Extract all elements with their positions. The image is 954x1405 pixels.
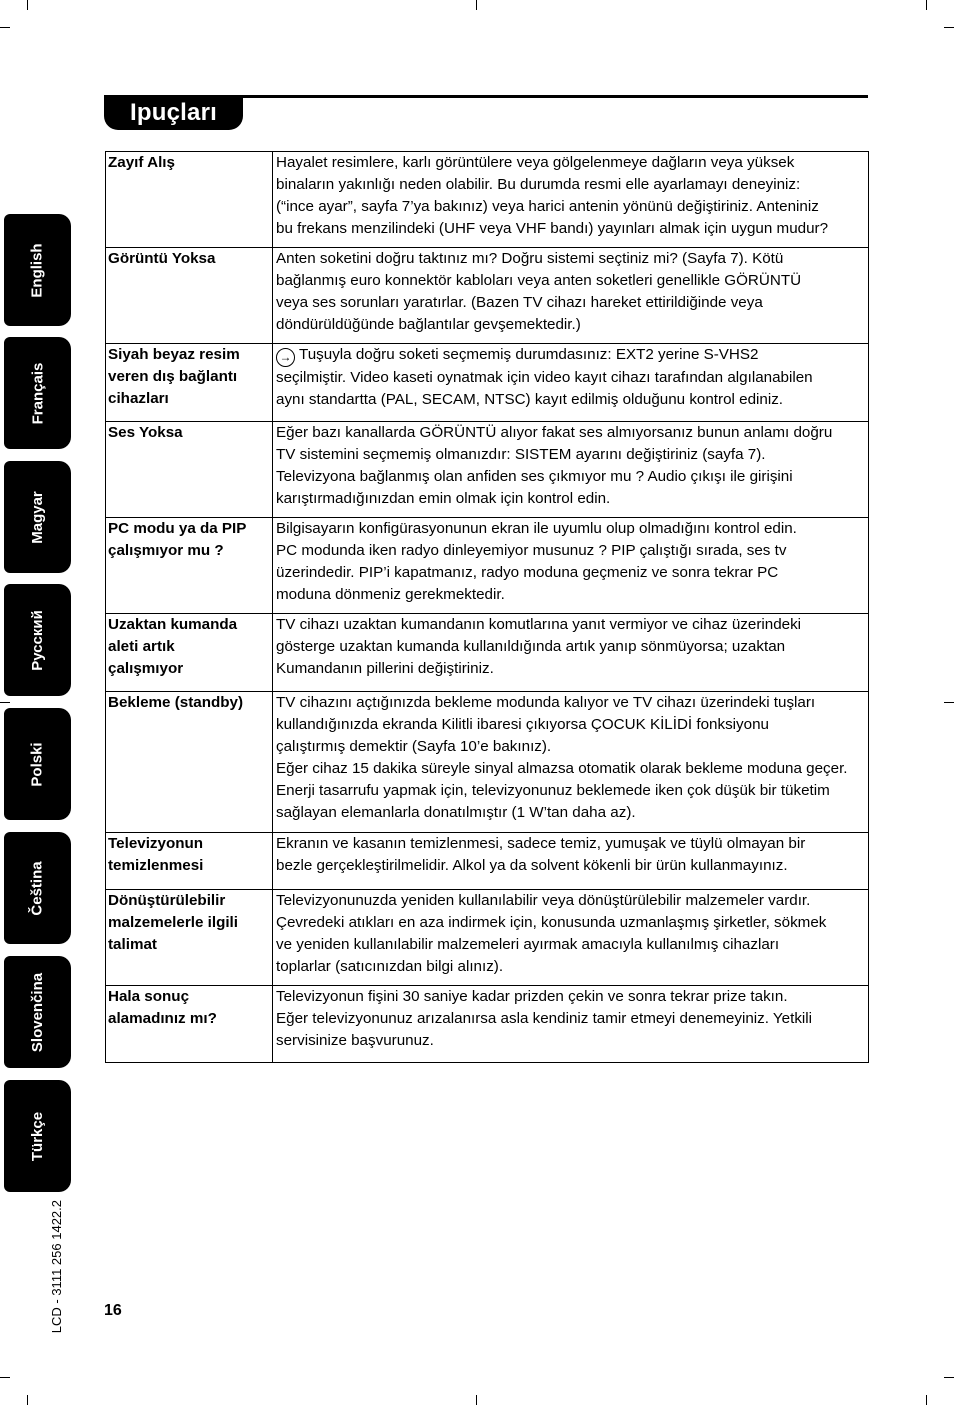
tip-problem xyxy=(106,344,273,422)
language-tab[interactable] xyxy=(4,461,71,573)
page-title-banner xyxy=(104,96,243,130)
tip-solution-line: toplarlar (satıcınızdan bilgi alınız). xyxy=(276,958,504,975)
tip-solution-line: (“ince ayar”, sayfa 7’ya bakınız) veya harici antenin yönünü değiştiriniz. Anteniniz xyxy=(276,198,819,215)
tip-solution-line: Hayalet resimlere, karlı görüntülere veya gölgelenmeye dağların veya yüksek xyxy=(276,154,795,171)
tip-problem-line: Hala sonuç xyxy=(108,988,190,1005)
tip-solution-line: çalıştırmış demektir (Sayfa 10’e bakınız). xyxy=(276,738,552,755)
tip-solution-line: bağlanmış euro konnektör kabloları veya anten soketleri genellikle GÖRÜNTÜ xyxy=(276,272,802,289)
tip-row xyxy=(106,986,869,1063)
tip-problem xyxy=(106,422,273,518)
tip-row xyxy=(106,152,869,248)
tip-solution-line: Televizyonun fişini 30 saniye kadar prizden çekin ve sonra tekrar prize takın. xyxy=(276,988,788,1005)
tip-problem xyxy=(106,890,273,986)
language-tab[interactable] xyxy=(4,832,71,944)
tip-solution xyxy=(273,248,869,344)
tip-row xyxy=(106,248,869,344)
tip-solution-line: Televizyonunuzda yeniden kullanılabilir veya dönüştürülebilir malzemeler vardır. xyxy=(276,892,811,909)
crop-mark xyxy=(926,0,927,10)
tip-problem-line: talimat xyxy=(108,936,157,953)
crop-mark xyxy=(944,27,954,28)
tip-solution-line: Anten soketini doğru taktınız mı? Doğru sistemi seçtiniz mi? (Sayfa 7). Kötü xyxy=(276,250,784,267)
tip-solution-line: Bilgisayarın konfigürasyonunun ekran ile uyumlu olup olmadığını kontrol edin. xyxy=(276,520,797,537)
language-tab-label: Türkçe xyxy=(28,1111,46,1161)
tip-problem-line: cihazları xyxy=(108,390,169,407)
tip-solution-line: Çevredeki atıkları en aza indirmek için, konusunda uzmanlaşmış şirketler, sökmek xyxy=(276,914,827,931)
language-tab-label: Slovenčina xyxy=(29,972,47,1052)
crop-mark xyxy=(476,0,477,10)
tip-problem-line: veren dış bağlantı xyxy=(108,368,238,385)
tip-solution-line: TV cihazını açtığınızda bekleme modunda kalıyor ve TV cihazı üzerindeki tuşları xyxy=(276,694,816,711)
tip-solution-line: PC modunda iken radyo dinleyemiyor musunuz ? PIP çalıştığı sırada, ses tv xyxy=(276,542,787,559)
tip-solution xyxy=(273,692,869,833)
tip-solution xyxy=(273,614,869,692)
source-button-icon: → xyxy=(276,348,295,367)
tip-problem xyxy=(106,614,273,692)
tip-problem-line: malzemelerle ilgili xyxy=(108,914,238,931)
tip-problem-line: aleti artık xyxy=(108,638,175,655)
tip-solution xyxy=(273,152,869,248)
tip-solution-line: üzerindedir. PIP’i kapatmanız, radyo moduna geçmeniz ve sonra tekrar PC xyxy=(276,564,779,581)
language-tab[interactable] xyxy=(4,214,71,326)
tip-solution-line xyxy=(276,344,867,367)
tip-problem-line: alamadınız mı? xyxy=(108,1010,217,1027)
tip-solution-line: TV cihazı uzaktan kumandanın komutlarına yanıt vermiyor ve cihaz üzerindeki xyxy=(276,616,802,633)
language-tab-label: Русский xyxy=(28,609,46,671)
tip-problem-line: Bekleme (standby) xyxy=(108,694,244,711)
language-tab[interactable] xyxy=(4,337,71,449)
tip-row xyxy=(106,422,869,518)
tip-solution-line: sağlayan elemanlarla donatılmıştır (1 W’tan daha az). xyxy=(276,804,636,821)
crop-mark xyxy=(0,27,10,28)
tip-row xyxy=(106,518,869,614)
tip-solution xyxy=(273,518,869,614)
crop-mark xyxy=(944,1377,954,1378)
crop-mark xyxy=(27,0,28,10)
crop-mark xyxy=(27,1395,28,1405)
tip-solution-line: döndürüldüğünde bağlantılar gevşemektedir.) xyxy=(276,316,581,333)
page-number: 16 xyxy=(104,1302,122,1319)
tip-solution-line: Enerji tasarrufu yapmak için, televizyonunuz beklemede iken çok düşük bir tüketim xyxy=(276,782,830,799)
tip-solution-line: karıştırmadığınızdan emin olmak için kontrol edin. xyxy=(276,490,611,507)
tip-row xyxy=(106,692,869,833)
language-tab[interactable] xyxy=(4,584,71,696)
tip-solution-line: Kumandanın pillerini değiştiriniz. xyxy=(276,660,494,677)
tip-problem xyxy=(106,248,273,344)
tip-solution-line: bezle gerçekleştirilmelidir. Alkol ya da solvent kökenli bir ürün kullanmayınız. xyxy=(276,857,788,874)
language-tab-label: English xyxy=(28,242,46,298)
tip-problem-line: Siyah beyaz resim xyxy=(108,346,240,363)
tip-solution-line: Eğer bazı kanallarda GÖRÜNTÜ alıyor fakat ses almıyorsanız bunun anlamı doğru xyxy=(276,424,833,441)
tip-solution-line: kullandığınızda ekranda Kilitli ibaresi çıkıyorsa ÇOCUK KİLİDİ fonksiyonu xyxy=(276,716,769,733)
page-title: Ipuçları xyxy=(130,99,217,126)
tip-problem-line: PC modu ya da PIP xyxy=(108,520,247,537)
tip-problem-line: çalışmıyor mu ? xyxy=(108,542,224,559)
tip-solution xyxy=(273,422,869,518)
tip-row xyxy=(106,344,869,422)
tip-problem-line: çalışmıyor xyxy=(108,660,184,677)
language-tab-label: Magyar xyxy=(29,490,46,544)
tip-problem-line: Görüntü Yoksa xyxy=(108,250,216,267)
tip-problem xyxy=(106,152,273,248)
tip-solution-line: Eğer televizyonunuz arızalanırsa asla kendiniz tamir etmeyi denemeyiniz. Yetkili xyxy=(276,1010,813,1027)
language-tab[interactable] xyxy=(4,1080,71,1192)
tip-problem-line: Ses Yoksa xyxy=(108,424,183,441)
language-tab-label: Français xyxy=(28,362,46,424)
tip-solution-line: binaların yakınlığı neden olabilir. Bu durumda resmi elle ayarlamayı deneyiniz: xyxy=(276,176,801,193)
crop-mark xyxy=(0,702,10,703)
crop-mark xyxy=(926,1395,927,1405)
tip-solution-line: veya ses sorunları yaratırlar. (Bazen TV cihazı hareket ettirildiğinde veya xyxy=(276,294,763,311)
tip-solution-line: seçilmiştir. Video kaseti oynatmak için video kayıt cihazı tarafından algılanabilen xyxy=(276,369,813,386)
tip-problem xyxy=(106,986,273,1063)
language-tab[interactable] xyxy=(4,708,71,820)
crop-mark xyxy=(476,1395,477,1405)
tip-problem-line: temizlenmesi xyxy=(108,857,204,874)
tip-solution-line: gösterge uzaktan kumanda kullanıldığında artık yanıp sönmüyorsa; uzaktan xyxy=(276,638,786,655)
tip-problem-line: Uzaktan kumanda xyxy=(108,616,238,633)
document-code: LCD - 3111 256 1422.2 xyxy=(49,1200,64,1334)
tip-problem xyxy=(106,692,273,833)
tip-row xyxy=(106,833,869,890)
tips-table xyxy=(105,151,869,1063)
tip-problem xyxy=(106,518,273,614)
tip-solution-line: ve yeniden kullanılabilir malzemeleri ayırmak amacıyla kullanılmış cihazları xyxy=(276,936,780,953)
tip-solution xyxy=(273,833,869,890)
language-tab-label: Polski xyxy=(29,741,46,787)
tip-solution xyxy=(273,890,869,986)
tip-solution-line: Ekranın ve kasanın temizlenmesi, sadece temiz, yumuşak ve tüylü olmayan bir xyxy=(276,835,806,852)
tip-solution-line: Eğer cihaz 15 dakika süreyle sinyal almazsa otomatik olarak bekleme moduna geçer. xyxy=(276,760,848,777)
language-tab[interactable] xyxy=(4,956,71,1068)
tip-solution-line: moduna dönmeniz gerekmektedir. xyxy=(276,586,505,603)
tip-solution-line: Televizyona bağlanmış olan anfiden ses çıkmıyor mu ? Audio çıkışı ile girişini xyxy=(276,468,793,485)
crop-mark xyxy=(944,702,954,703)
tip-solution-line: bu frekans menzilindeki (UHF veya VHF bandı) yayınları almak için uygun mudur? xyxy=(276,220,829,237)
tip-solution xyxy=(273,986,869,1063)
crop-mark xyxy=(0,1377,10,1378)
tip-solution-text: Tuşuyla doğru soketi seçmemiş durumdasınız: EXT2 yerine S-VHS2 xyxy=(299,346,759,363)
tip-solution-line: servisinize başvurunuz. xyxy=(276,1032,434,1049)
tip-problem-line: Dönüştürülebilir xyxy=(108,892,226,909)
tip-solution xyxy=(273,344,869,422)
language-tab-label: Čeština xyxy=(29,860,46,916)
tip-problem-line: Zayıf Alış xyxy=(108,154,175,171)
tip-row xyxy=(106,614,869,692)
tip-problem-line: Televizyonun xyxy=(108,835,204,852)
tip-solution-line: TV sistemini seçmemiş olmanızdır: SISTEM ayarını değiştiriniz (sayfa 7). xyxy=(276,446,766,463)
tip-solution-line: aynı standartta (PAL, SECAM, NTSC) kayıt edilmiş olduğunu kontrol ediniz. xyxy=(276,391,784,408)
tip-problem xyxy=(106,833,273,890)
tip-row xyxy=(106,890,869,986)
